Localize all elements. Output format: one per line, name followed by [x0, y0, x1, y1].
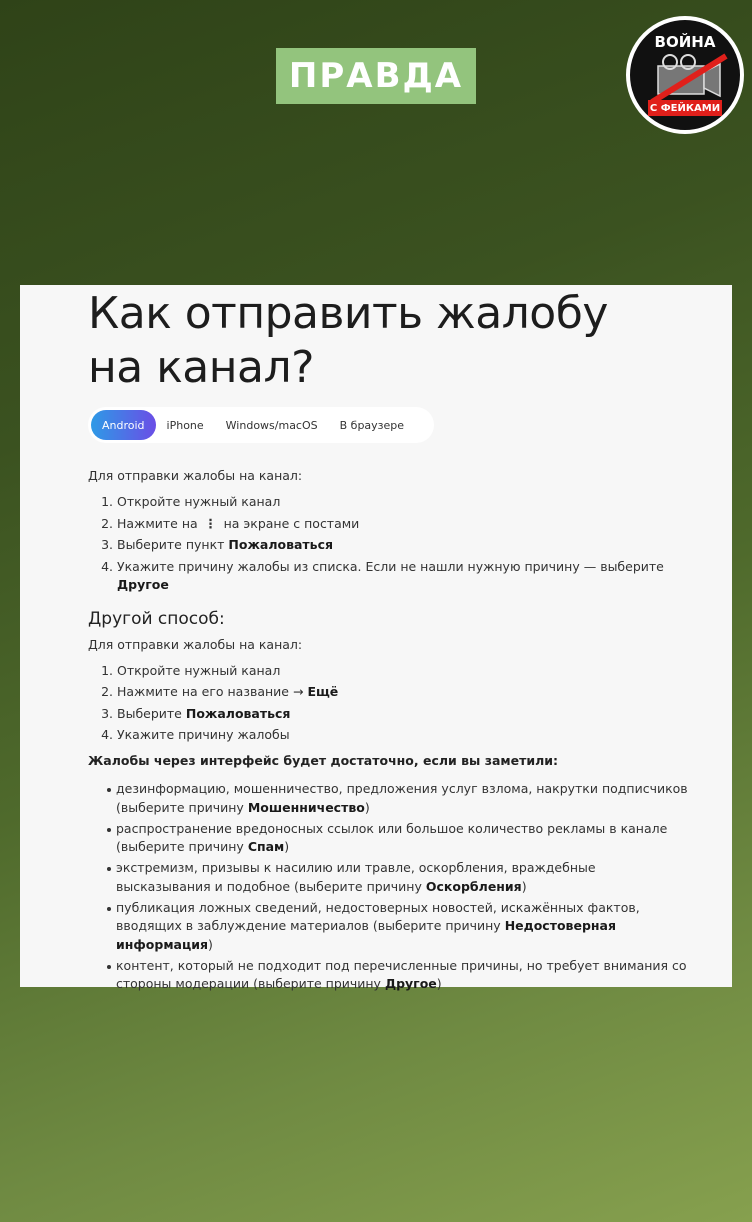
- list-item: [116, 780, 688, 817]
- steps-list: [117, 493, 688, 594]
- step-bold: Пожаловаться: [185, 705, 291, 721]
- list-item: [117, 726, 688, 744]
- list-item: [117, 558, 688, 594]
- tab-browser[interactable]: В браузере: [339, 418, 405, 432]
- list-item: [116, 899, 688, 955]
- paren: ): [436, 976, 442, 991]
- verdict-badge: ПРАВДА: [276, 48, 476, 104]
- reason-bold: Оскорбления: [425, 878, 522, 894]
- platform-tabs: [88, 407, 434, 443]
- reason-text: дезинформацию, мошенничество, предложения услуг взлома, накрутки подписчиков (выберите причину: [116, 781, 688, 815]
- tab-android[interactable]: Android: [91, 410, 156, 440]
- step-bold: Другое: [117, 576, 169, 592]
- step-text: Нажмите на: [117, 515, 198, 531]
- list-item: [117, 683, 688, 701]
- title-line-1: Как отправить жалобу: [88, 288, 608, 339]
- section-heading: Другой способ:: [88, 608, 225, 629]
- reason-text: публикация ложных сведений, недостоверных новостей, искажённых фактов, вводящих в заблуждение материалов (выберите причину: [116, 899, 640, 933]
- paren: ): [364, 799, 370, 815]
- logo-top-text: ВОЙНА: [654, 33, 716, 51]
- step-text: на экране с постами: [223, 515, 360, 531]
- page-title: [88, 287, 688, 395]
- title-line-2: на канал?: [88, 342, 314, 393]
- reasons-list: [116, 780, 688, 994]
- list-item: [116, 957, 688, 994]
- reason-bold: Спам: [247, 839, 285, 854]
- instructions: [88, 467, 688, 996]
- reason-text: экстремизм, призывы к насилию или травле, оскорбления, враждебные высказывания и подобное (выберите причину: [116, 860, 596, 894]
- list-item: [117, 493, 688, 511]
- reason-text: контент, который не подходит под перечисленные причины, но требует внимания со стороны модерации (выберите причину: [116, 957, 687, 991]
- step-text: Выберите: [117, 705, 182, 721]
- tab-windows-macos[interactable]: Windows/macOS: [225, 418, 318, 432]
- reason-bold: Другое: [384, 976, 437, 991]
- step-text: Укажите причину жалобы: [117, 727, 290, 742]
- step-bold: Ещё: [307, 684, 339, 699]
- step-text: Откройте нужный канал: [117, 494, 281, 509]
- enough-heading: Жалобы через интерфейс будет достаточно, если вы заметили:: [88, 753, 559, 768]
- reason-bold: Мошенничество: [247, 799, 365, 815]
- step-bold: Пожаловаться: [228, 537, 334, 552]
- intro-text-2: Для отправки жалобы на канал:: [88, 636, 303, 652]
- tab-iphone[interactable]: iPhone: [166, 418, 204, 432]
- reason-bold: Недостоверная информация: [116, 918, 616, 952]
- list-item: [116, 859, 688, 896]
- more-vertical-icon: ⋮: [204, 515, 217, 531]
- logo-bottom-text: С ФЕЙКАМИ: [648, 100, 722, 116]
- reason-text: распространение вредоносных ссылок или большое количество рекламы в канале (выберите причину: [116, 820, 668, 854]
- list-item: [117, 662, 688, 680]
- list-item: [116, 820, 688, 857]
- steps-list-2: [117, 662, 688, 745]
- list-item: [117, 515, 688, 533]
- intro-text: Для отправки жалобы на канал:: [88, 468, 303, 483]
- step-text: Укажите причину жалобы из списка. Если не нашли нужную причину — выберите: [117, 558, 664, 574]
- paren: ): [208, 936, 213, 952]
- camera-icon: [648, 52, 730, 104]
- step-text: Нажмите на его название →: [117, 684, 304, 699]
- step-text: Выберите пункт: [117, 537, 225, 552]
- list-item: [117, 536, 688, 554]
- paren: ): [521, 878, 527, 894]
- paren: ): [284, 839, 290, 854]
- voina-s-feikami-logo: [626, 16, 744, 134]
- step-text: Откройте нужный канал: [117, 662, 281, 678]
- screenshot-card: [20, 285, 732, 991]
- list-item: [117, 705, 688, 723]
